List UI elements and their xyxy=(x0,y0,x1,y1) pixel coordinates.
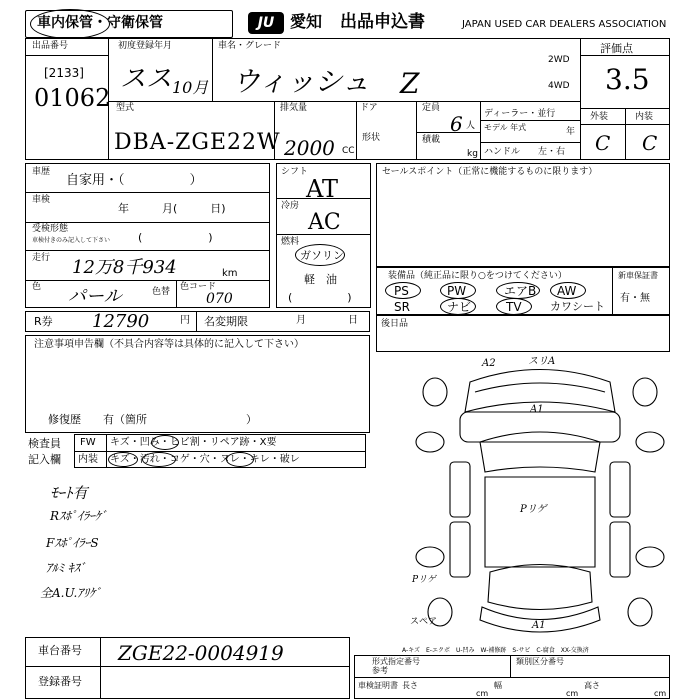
year-suffix: 年 xyxy=(566,127,576,137)
displacement: 2000 xyxy=(284,136,335,160)
recycle-amount: 12790 xyxy=(92,311,150,332)
day-unit: 日 xyxy=(348,315,358,326)
color-code-label: 色コード xyxy=(180,282,217,292)
inspection-value: 年 月( 日) xyxy=(118,202,226,215)
rear-goods-label: 後日品 xyxy=(381,319,409,329)
first-reg-month: 10月 xyxy=(172,78,209,97)
diagram-mark-ariege-center: Pリゲ xyxy=(520,504,547,515)
warranty-value: 有・無 xyxy=(620,293,650,304)
mileage-value: 12万8千934 xyxy=(72,257,177,278)
shift-value: AT xyxy=(306,175,339,203)
drive-2wd: 2WD xyxy=(548,55,570,65)
cm-unit-3: cm xyxy=(654,689,667,698)
repair-history: 修復歴 有（箇所 ） xyxy=(48,413,257,426)
association-name: JAPAN USED CAR DEALERS ASSOCIATION xyxy=(462,19,667,30)
mileage-label: 走行 xyxy=(32,253,51,263)
rating-score: 3.5 xyxy=(605,63,650,96)
drive-4wd: 4WD xyxy=(548,81,570,91)
cm-unit-1: cm xyxy=(476,689,489,698)
interior-grade: C xyxy=(642,131,658,155)
exterior-grade: C xyxy=(595,131,611,155)
receive-label: 受検形態 xyxy=(32,224,69,234)
model-label: 型式 xyxy=(116,103,135,113)
rating-label: 評価点 xyxy=(600,42,633,55)
inspector-interior-items: キズ・汚れ・コゲ・穴・ヌレ・キレ・破レ xyxy=(110,454,300,465)
handnote-5: 全A.U.ｱﾘｹﾞ xyxy=(40,586,102,600)
width-label: 幅 xyxy=(494,681,502,690)
model-code: DBA-ZGE22W xyxy=(114,130,281,155)
first-reg-label: 初度登録年月 xyxy=(118,41,173,51)
chassis-number: ZGE22-0004919 xyxy=(118,641,284,665)
equip-seat: カワシート xyxy=(550,300,605,313)
damage-legend: A-キズ E-エクボ U-凹み W-補修跡 S-サビ C-腐食 XX-交換済 xyxy=(402,647,589,654)
brand-name: 愛知 xyxy=(290,12,323,31)
month-unit: 月 xyxy=(296,315,306,326)
capacity: 6 xyxy=(450,112,463,136)
diagram-mark-a1-front: A1 xyxy=(530,404,544,415)
diagram-mark-suria: スリA xyxy=(528,356,556,367)
storage-label: 車内保管・守衛保管 xyxy=(37,15,163,31)
car-grade: Z xyxy=(400,67,420,100)
exterior-label: 外装 xyxy=(590,112,609,122)
handle-options: 左・右 xyxy=(538,147,566,157)
door-label: ドア xyxy=(360,103,378,113)
diagram-mark-spare: スペア xyxy=(410,617,438,627)
height-label: 高さ xyxy=(584,681,600,690)
cc-unit: CC xyxy=(342,146,355,156)
handnote-1: ﾓｰﾄ有 xyxy=(50,484,88,502)
recycle-box xyxy=(25,311,370,332)
fuel-gasoline: ガソリン xyxy=(300,249,344,262)
rear-goods-box xyxy=(376,315,670,352)
warranty-label: 新車保証書 xyxy=(618,271,658,280)
person-unit: 人 xyxy=(466,121,476,131)
ac-value: AC xyxy=(308,210,341,235)
form-cert-label: 形式指定番号 xyxy=(372,657,420,666)
lot-number: 01062 xyxy=(34,84,111,112)
dealer-label: ディーラー・並行 xyxy=(484,109,556,119)
car-name-label: 車名・グレード xyxy=(218,41,282,51)
equip-airbag: エアB xyxy=(504,284,537,298)
model-year-label: モデル 年式 xyxy=(484,123,527,132)
equip-navi: ナビ xyxy=(447,300,472,314)
history-label: 車歴 xyxy=(32,167,51,177)
handnote-3: FｽﾎﾟｲﾗｰS xyxy=(46,536,99,550)
car-damage-diagram xyxy=(410,352,680,652)
handnote-4: ｱﾙﾐ ｷｽﾞ xyxy=(46,561,86,575)
diagram-mark-a2: A2 xyxy=(482,358,496,369)
receive-paren: ( ) xyxy=(138,231,213,244)
handnote-2: Rｽﾎﾟｲﾗｰｹﾞ xyxy=(50,509,108,523)
shift-label: シフト xyxy=(281,167,309,177)
displacement-label: 排気量 xyxy=(280,103,308,113)
fuel-diesel: 軽 油 xyxy=(304,273,337,286)
color-label: 色 xyxy=(32,282,42,292)
handle-label: ハンドル xyxy=(484,147,521,157)
lot-label: 出品番号 xyxy=(32,41,69,51)
color-code: 070 xyxy=(206,291,233,307)
sales-point-label: セールスポイント（正常に機能するものに限ります） xyxy=(382,167,598,177)
color-swap-label: 色替 xyxy=(152,287,171,297)
lot-sub-number: [2133] xyxy=(44,66,84,80)
brand-logo: JU xyxy=(248,12,284,34)
car-name: ウィッシュ xyxy=(232,65,370,98)
title-change-label: 名変期限 xyxy=(204,315,248,328)
km-unit: km xyxy=(222,268,238,279)
doc-title: 出品申込書 xyxy=(340,12,425,32)
shape-label: 形状 xyxy=(362,133,381,143)
equip-ps: PS xyxy=(394,284,409,298)
yen-unit: 円 xyxy=(180,315,190,326)
fuel-label: 燃料 xyxy=(281,237,300,247)
history-value: 自家用・（ ） xyxy=(66,173,203,188)
length-label: 長さ xyxy=(402,681,418,690)
notes-label: 注意事項申告欄（不具合内容等は具体的に記入して下さい） xyxy=(34,339,304,350)
capacity-label: 定員 xyxy=(422,103,441,113)
cm-unit-2: cm xyxy=(566,689,579,698)
class-label: 類別区分番号 xyxy=(516,657,564,666)
cert-label: 車検証明書 xyxy=(358,681,398,690)
diagram-mark-a1-rear: A1 xyxy=(532,620,546,631)
inspector-fw-items: キズ・凹み・ヒビ割・リペア跡・X要 xyxy=(110,437,277,448)
recycle-label: R券 xyxy=(34,315,53,328)
load-label: 積載 xyxy=(422,135,441,145)
equipment-label: 装備品（純正品に限り○をつけてください） xyxy=(388,271,567,281)
first-reg-year: スス xyxy=(120,64,173,94)
equip-sr: SR xyxy=(394,300,410,314)
sales-point-box xyxy=(376,163,670,267)
inspector-fw: FW xyxy=(80,437,96,448)
reg-number-label: 登録番号 xyxy=(38,675,82,688)
equip-pw: PW xyxy=(447,284,467,298)
ac-label: 冷房 xyxy=(281,201,300,211)
inspector-label-1: 検査員 xyxy=(28,437,61,450)
equip-aw: AW xyxy=(557,284,577,298)
receive-note: 車検付きのみ記入して下さい xyxy=(32,237,111,244)
equip-tv: TV xyxy=(506,300,522,314)
inspector-interior: 内装 xyxy=(78,454,98,465)
ref-label-1: 参考 xyxy=(372,666,388,675)
diagram-mark-ariege-left: Pリゲ xyxy=(412,575,436,585)
interior-label: 内装 xyxy=(635,112,654,122)
chassis-label: 車台番号 xyxy=(38,644,82,657)
color-value: パール xyxy=(68,286,122,307)
inspection-label: 車検 xyxy=(32,195,51,205)
kg-unit: kg xyxy=(467,149,478,159)
fuel-paren: ( ) xyxy=(288,291,352,304)
inspector-label-2: 記入欄 xyxy=(28,453,61,466)
